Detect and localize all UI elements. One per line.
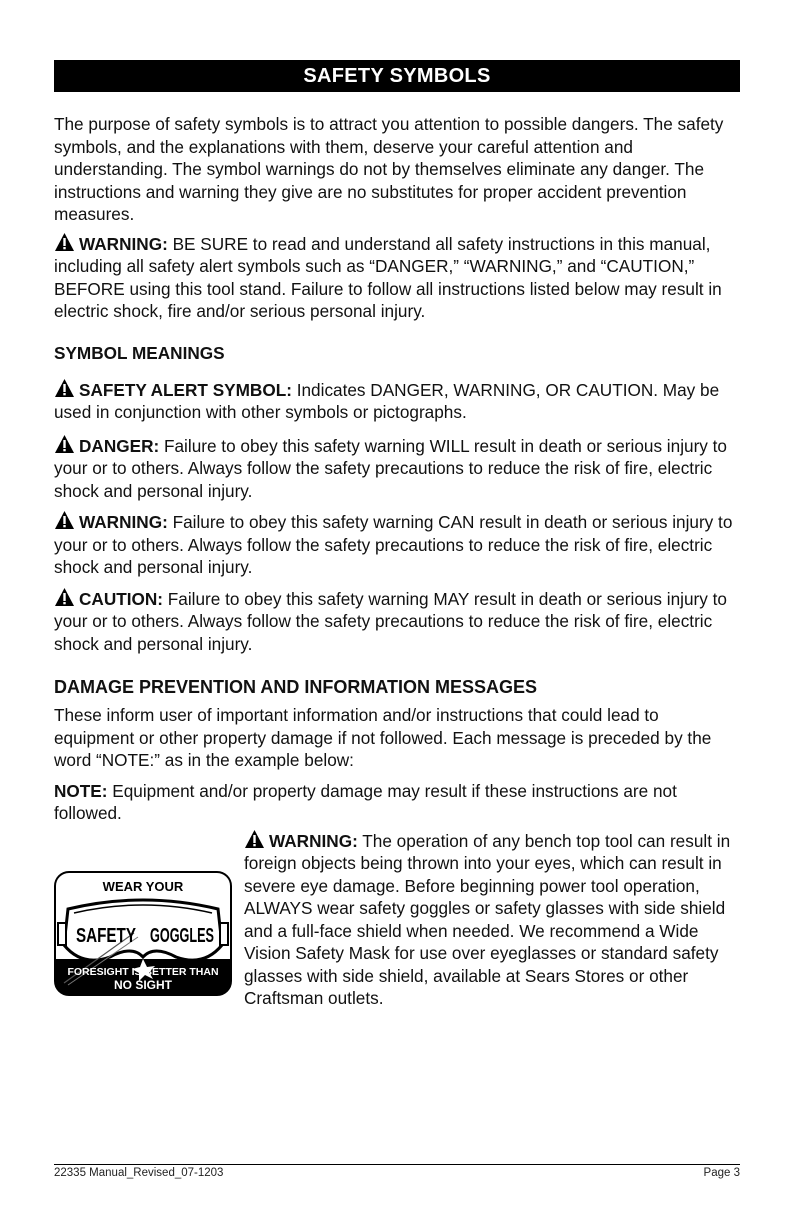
safety-alert-icon [54,587,75,607]
badge-bottom-line1: FORESIGHT IS BETTER THAN [67,965,219,978]
manual-page [54,60,740,1029]
symbol-item-label: CAUTION: [79,588,164,609]
note-paragraph [54,780,740,825]
main-warning-text: BE SURE to read and understand all safety instructions in this manual, including all safety alert symbols such as “DANGER,” “WARNING,” and “CAUTION,” BEFORE using this tool stand. Failure to follow all instructions listed below may result in electric shock, fire and/or serious personal injury. [54,233,722,321]
footer-divider [54,1164,740,1165]
safety-alert-icon [54,378,75,398]
badge-bottom-line2: NO SIGHT [113,977,173,992]
symbol-item-text: Failure to obey this safety warning WILL result in death or serious injury to your or to others. Always follow the safety precautions to reduce the risk of fire, electric shock and personal injury. [54,435,727,501]
safety-alert-icon [54,434,75,454]
symbol-item-caution [54,587,740,656]
badge-safety-text: SAFETY [76,924,137,947]
symbol-item-text: Failure to obey this safety warning CAN result in death or serious injury to your or to others. Always follow the safety precautions to reduce the risk of fire, electric shock and personal injury. [54,512,733,577]
symbol-item-warning [54,510,740,579]
symbol-item-text: Failure to obey this safety warning MAY result in death or serious injury to your or to others. Always follow the safety precautions to reduce the risk of fire, electric shock and personal injury. [54,588,727,654]
footer-page-number: Page 3 [703,1167,740,1179]
damage-paragraph: These inform user of important information and/or instructions that could lead to equipment or other property damage if not followed. Each message is preceded by the word “NOTE:” as in the example below: [54,705,712,770]
symbol-item-danger [54,434,740,503]
symbol-item-label: SAFETY ALERT SYMBOL: [79,379,292,400]
footer-document-id: 22335 Manual_Revised_07-1203 [54,1167,224,1179]
goggles-section [54,829,740,1029]
symbol-item-label: WARNING: [79,512,168,532]
goggles-warning-text: The operation of any bench top tool can result in foreign objects being thrown into your eyes, which can result in severe eye damage. Before beginning power tool operation, ALWAYS wear safety goggles or safety glasses with side shield and a full-face shield when needed. We recommend a Wide Vision Safety Mask for use over eyeglasses or standard safety glasses with side shield, available at Sears Stores or other Craftsman outlets. [244,830,731,1008]
note-text: Equipment and/or property damage may result if these instructions are not followed. [54,780,677,823]
safety-alert-icon [54,232,75,252]
safety-goggles-badge [54,871,232,996]
damage-prevention-heading: DAMAGE PREVENTION AND INFORMATION MESSAGES [54,677,538,697]
note-label: NOTE: [54,780,108,801]
badge-top-text: WEAR YOUR [102,878,184,894]
symbol-item-text: Indicates DANGER, WARNING, OR CAUTION. May be used in conjunction with other symbols or pictographs. [54,379,720,422]
goggles-warning-label: WARNING: [269,830,358,851]
symbol-item-safety-alert [54,378,740,424]
main-warning [54,232,740,323]
section-title: SAFETY SYMBOLS [54,60,740,92]
badge-goggles-text: GOGGLES [150,924,214,947]
symbol-meanings-heading: SYMBOL MEANINGS [54,342,225,363]
symbol-item-label: DANGER: [79,435,160,456]
safety-alert-icon [244,829,265,849]
main-warning-label: WARNING: [79,233,168,254]
safety-alert-icon [54,510,75,530]
goggles-warning [244,829,740,1010]
intro-paragraph: The purpose of safety symbols is to attract you attention to possible dangers. The safety symbols, and the explanations with them, deserve your careful attention and understanding. The symbol warnings do not by themselves eliminate any danger. The instructions and warning they give are no substitutes for proper accident prevention measures. [54,114,724,224]
